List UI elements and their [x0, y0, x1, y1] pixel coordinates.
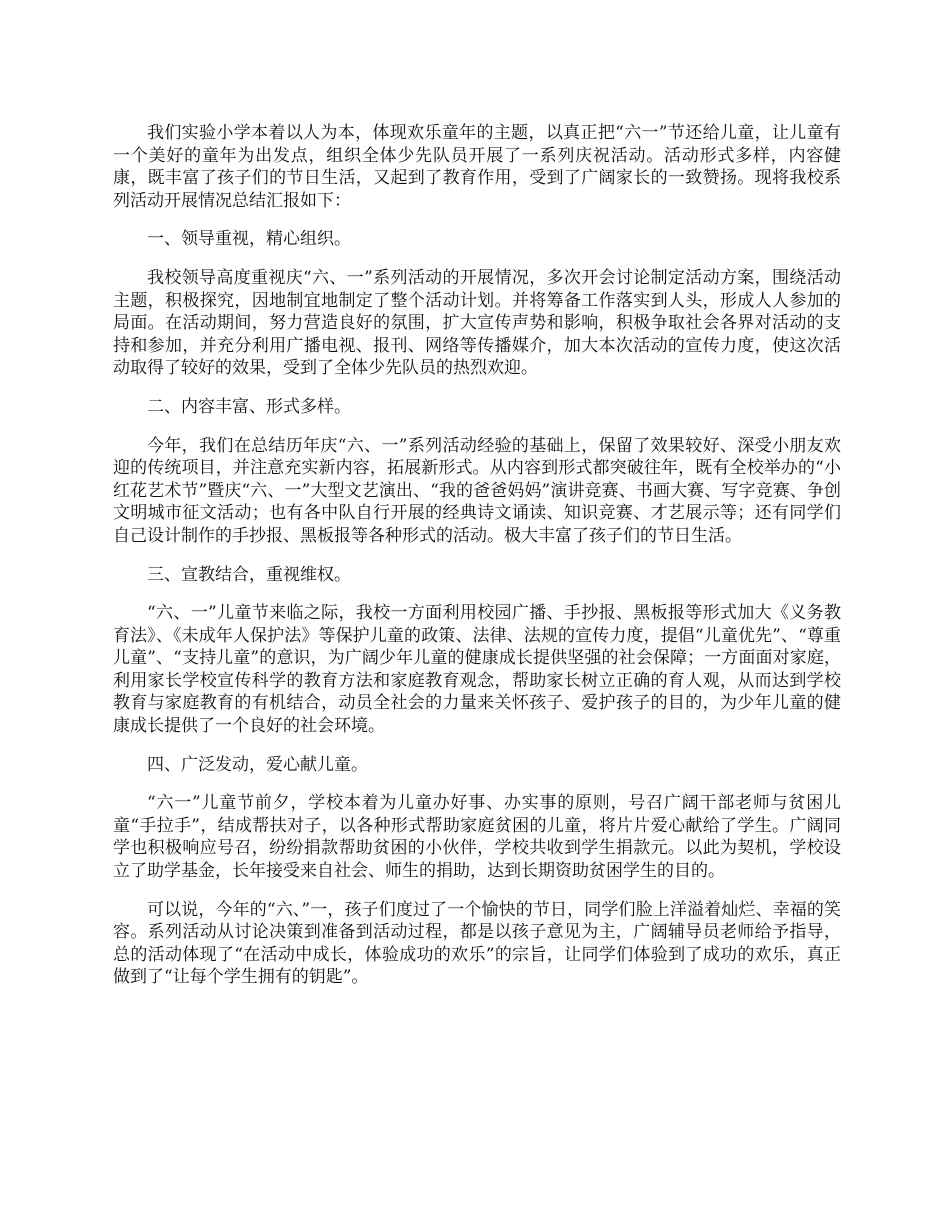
- section-1-paragraph: 我校领导高度重视庆“六、一”系列活动的开展情况，多次开会讨论制定活动方案，围绕活动主题，积极探究，因地制宜地制定了整个活动计划。并将筹备工作落实到人头，形成人人参加的局面。在活动期间，努力营造良好的氛围，扩大宣传声势和影响，积极争取社会各界对活动的支持和参加，并充分利用广播电视、报刊、网络等传播媒介，加大本次活动的宣传力度，使这次活动取得了较好的效果，受到了全体少先队员的热烈欢迎。: [113, 267, 841, 379]
- section-heading-3: 三、宣教结合，重视维权。: [147, 564, 351, 585]
- section-4-paragraph: “六一”儿童节前夕，学校本着为儿童办好事、办实事的原则，号召广阔干部老师与贫困儿童“手拉手”，结成帮扶对子，以各种形式帮助家庭贫困的儿童，将片片爱心献给了学生。广阔同学也积极响应号召，纷纷捐款帮助贫困的小伙伴，学校共收到学生捐款元。以此为契机，学校设立了助学基金，长年接受来自社会、师生的捐助，达到长期资助贫困学生的目的。: [113, 793, 841, 882]
- conclusion-paragraph: 可以说，今年的“六、”一，孩子们度过了一个愉快的节日，同学们脸上洋溢着灿烂、幸福的笑容。系列活动从讨论决策到准备到活动过程，都是以孩子意见为主，广阔辅导员老师给予指导，总的活动体现了“在活动中成长，体验成功的欢乐”的宗旨，让同学们体验到了成功的欢乐，真正做到了“让每个学生拥有的钥匙”。: [113, 899, 841, 988]
- section-2-paragraph: 今年，我们在总结历年庆“六、一”系列活动经验的基础上，保留了效果较好、深受小朋友欢迎的传统项目，并注意充实新内容，拓展新形式。从内容到形式都突破往年，既有全校举办的“小红花艺术节”暨庆“六、一”大型文艺演出、“我的爸爸妈妈”演讲竞赛、书画大赛、写字竞赛、争创文明城市征文活动；也有各中队自行开展的经典诗文诵读、知识竞赛、才艺展示等；还有同学们自己设计制作的手抄报、黑板报等各种形式的活动。极大丰富了孩子们的节日生活。: [113, 435, 841, 546]
- section-3-paragraph: “六、一”儿童节来临之际，我校一方面利用校园广播、手抄报、黑板报等形式加大《义务教育法》、《未成年人保护法》等保护儿童的政策、法律、法规的宣传力度，提倡“儿童优先”、“尊重儿童”、“支持儿童”的意识，为广阔少年儿童的健康成长提供坚强的社会保障；一方面面对家庭，利用家长学校宣传科学的教育方法和家庭教育观念，帮助家长树立正确的育人观，从而达到学校教育与家庭教育的有机结合，动员全社会的力量来关怀孩子、爱护孩子的目的，为少年儿童的健康成长提供了一个良好的社会环境。: [113, 603, 841, 737]
- document-body: [113, 122, 841, 1005]
- section-heading-1: 一、领导重视，精心组织。: [147, 229, 351, 250]
- section-heading-2: 二、内容丰富、形式多样。: [147, 396, 351, 417]
- section-heading-4: 四、广泛发动，爱心献儿童。: [147, 754, 368, 775]
- intro-paragraph: 我们实验小学本着以人为本，体现欢乐童年的主题，以真正把“六一”节还给儿童，让儿童有一个美好的童年为出发点，组织全体少先队员开展了一系列庆祝活动。活动形式多样，内容健康，既丰富了孩子们的节日生活，又起到了教育作用，受到了广阔家长的一致赞扬。现将我校系列活动开展情况总结汇报如下：: [113, 123, 841, 211]
